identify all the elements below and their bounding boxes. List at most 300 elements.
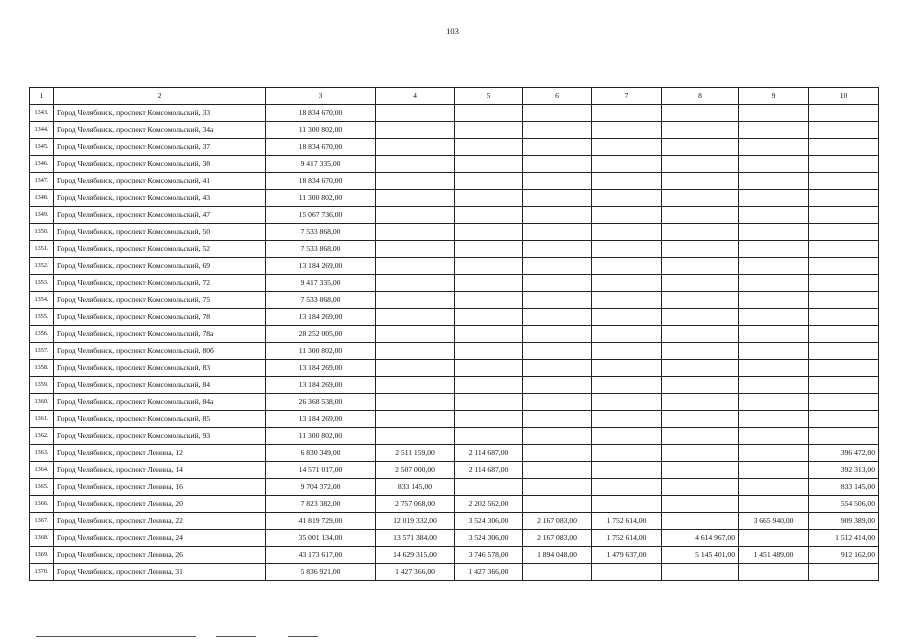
amount-cell	[523, 224, 592, 241]
amount-cell	[376, 343, 455, 360]
amount-cell	[662, 564, 739, 581]
address-cell: Город Челябинск, проспект Ленина, 24	[54, 530, 266, 547]
amount-cell	[592, 156, 662, 173]
amount-cell: 2 167 083,00	[523, 513, 592, 530]
amount-cell: 3 665 940,00	[739, 513, 809, 530]
table-row	[30, 547, 879, 564]
table-row	[30, 479, 879, 496]
address-cell: Город Челябинск, проспект Ленина, 12	[54, 445, 266, 462]
amount-cell: 35 001 134,00	[266, 530, 376, 547]
row-number: 1348.	[30, 190, 54, 207]
amount-cell	[376, 241, 455, 258]
amount-cell	[523, 309, 592, 326]
amount-cell	[376, 275, 455, 292]
footer-line	[36, 636, 196, 637]
amount-cell: 28 252 005,00	[266, 326, 376, 343]
amount-cell	[592, 326, 662, 343]
amount-cell	[809, 309, 879, 326]
table-row	[30, 139, 879, 156]
address-cell: Город Челябинск, проспект Ленина, 14	[54, 462, 266, 479]
amount-cell	[523, 207, 592, 224]
amount-cell	[592, 275, 662, 292]
footer-line	[288, 636, 318, 637]
row-number: 1357.	[30, 343, 54, 360]
amount-cell	[523, 139, 592, 156]
amount-cell	[739, 564, 809, 581]
row-number: 1343.	[30, 105, 54, 122]
amount-cell: 833 145,00	[376, 479, 455, 496]
amount-cell: 9 417 335,00	[266, 156, 376, 173]
address-cell: Город Челябинск, проспект Комсомольский, 69	[54, 258, 266, 275]
address-cell: Город Челябинск, проспект Комсомольский, 37	[54, 139, 266, 156]
amount-cell	[809, 292, 879, 309]
row-number: 1361.	[30, 411, 54, 428]
amount-cell	[662, 173, 739, 190]
amount-cell	[376, 105, 455, 122]
amount-cell	[455, 275, 523, 292]
amount-cell: 43 173 617,00	[266, 547, 376, 564]
amount-cell	[809, 105, 879, 122]
amount-cell	[455, 343, 523, 360]
amount-cell	[523, 258, 592, 275]
table-row	[30, 224, 879, 241]
amount-cell	[455, 479, 523, 496]
table-row	[30, 530, 879, 547]
amount-cell	[662, 326, 739, 343]
amount-cell	[662, 496, 739, 513]
amount-cell	[809, 377, 879, 394]
amount-cell	[592, 343, 662, 360]
address-cell: Город Челябинск, проспект Комсомольский, 50	[54, 224, 266, 241]
address-cell: Город Челябинск, проспект Комсомольский, 93	[54, 428, 266, 445]
row-number: 1356.	[30, 326, 54, 343]
amount-cell	[662, 394, 739, 411]
column-header: 9	[739, 88, 809, 105]
amount-cell	[455, 224, 523, 241]
amount-cell	[455, 292, 523, 309]
row-number: 1350.	[30, 224, 54, 241]
amount-cell: 13 571 384,00	[376, 530, 455, 547]
amount-cell: 7 823 382,00	[266, 496, 376, 513]
amount-cell: 13 184 269,00	[266, 309, 376, 326]
amount-cell	[523, 343, 592, 360]
amount-cell	[523, 411, 592, 428]
amount-cell: 13 184 269,00	[266, 360, 376, 377]
table-row	[30, 411, 879, 428]
address-cell: Город Челябинск, проспект Комсомольский, 34а	[54, 122, 266, 139]
amount-cell: 2 114 687,00	[455, 462, 523, 479]
amount-cell	[455, 428, 523, 445]
amount-cell: 909 389,00	[809, 513, 879, 530]
row-number: 1365.	[30, 479, 54, 496]
page-number: 103	[446, 26, 459, 36]
amount-cell	[592, 411, 662, 428]
amount-cell	[592, 496, 662, 513]
address-cell: Город Челябинск, проспект Комсомольский, 78	[54, 309, 266, 326]
amount-cell	[523, 241, 592, 258]
table-row	[30, 292, 879, 309]
amount-cell	[592, 258, 662, 275]
amount-cell	[662, 275, 739, 292]
amount-cell: 11 300 802,00	[266, 122, 376, 139]
amount-cell: 3 746 578,00	[455, 547, 523, 564]
row-number: 1370.	[30, 564, 54, 581]
row-number: 1344.	[30, 122, 54, 139]
amount-cell	[809, 394, 879, 411]
amount-cell: 1 512 414,00	[809, 530, 879, 547]
amount-cell	[376, 122, 455, 139]
amount-cell	[376, 428, 455, 445]
amount-cell	[739, 292, 809, 309]
amount-cell	[809, 122, 879, 139]
amount-cell	[592, 224, 662, 241]
amount-cell: 1 427 366,00	[455, 564, 523, 581]
amount-cell: 11 300 802,00	[266, 343, 376, 360]
column-header: 6	[523, 88, 592, 105]
amount-cell: 3 524 306,00	[455, 513, 523, 530]
table-row	[30, 173, 879, 190]
amount-cell	[455, 377, 523, 394]
table-row	[30, 190, 879, 207]
amount-cell	[809, 207, 879, 224]
amount-cell: 554 506,00	[809, 496, 879, 513]
amount-cell: 18 834 670,00	[266, 173, 376, 190]
amount-cell: 13 184 269,00	[266, 377, 376, 394]
amount-cell	[739, 309, 809, 326]
address-cell: Город Челябинск, проспект Комсомольский, 47	[54, 207, 266, 224]
amount-cell	[592, 292, 662, 309]
amount-cell	[523, 360, 592, 377]
row-number: 1354.	[30, 292, 54, 309]
amount-cell	[739, 326, 809, 343]
amount-cell	[739, 428, 809, 445]
address-cell: Город Челябинск, проспект Ленина, 31	[54, 564, 266, 581]
amount-cell	[455, 411, 523, 428]
address-cell: Город Челябинск, проспект Комсомольский, 84	[54, 377, 266, 394]
amount-cell	[376, 156, 455, 173]
row-number: 1362.	[30, 428, 54, 445]
amount-cell	[592, 462, 662, 479]
amount-cell	[662, 207, 739, 224]
amount-cell	[523, 326, 592, 343]
column-header: 10	[809, 88, 879, 105]
amount-cell: 5 836 921,00	[266, 564, 376, 581]
amount-cell: 7 533 868,00	[266, 224, 376, 241]
amount-cell	[739, 207, 809, 224]
table-row	[30, 377, 879, 394]
amount-cell: 12 019 332,00	[376, 513, 455, 530]
column-header: 7	[592, 88, 662, 105]
amount-cell	[376, 309, 455, 326]
amount-cell	[592, 241, 662, 258]
amount-cell	[376, 411, 455, 428]
row-number: 1359.	[30, 377, 54, 394]
amount-cell: 1 894 048,00	[523, 547, 592, 564]
table-header-row	[30, 88, 879, 105]
amount-cell	[662, 343, 739, 360]
amount-cell: 13 184 269,00	[266, 258, 376, 275]
amount-cell: 2 114 687,00	[455, 445, 523, 462]
amount-cell	[455, 190, 523, 207]
amount-cell	[809, 224, 879, 241]
amount-cell	[662, 513, 739, 530]
amount-cell	[523, 428, 592, 445]
amount-cell	[739, 241, 809, 258]
amount-cell: 11 300 802,00	[266, 190, 376, 207]
amount-cell	[376, 394, 455, 411]
amount-cell: 7 533 868,00	[266, 241, 376, 258]
table-row	[30, 428, 879, 445]
row-number: 1367.	[30, 513, 54, 530]
amount-cell	[455, 309, 523, 326]
amount-cell	[809, 241, 879, 258]
amount-cell	[376, 258, 455, 275]
address-cell: Город Челябинск, проспект Ленина, 20	[54, 496, 266, 513]
amount-cell	[662, 411, 739, 428]
amount-cell	[523, 292, 592, 309]
amount-cell	[592, 377, 662, 394]
amount-cell	[739, 258, 809, 275]
amount-cell	[592, 394, 662, 411]
amount-cell	[455, 360, 523, 377]
table-row	[30, 309, 879, 326]
table-row	[30, 496, 879, 513]
amount-cell	[376, 139, 455, 156]
amount-cell	[739, 343, 809, 360]
amount-cell	[376, 360, 455, 377]
amount-cell	[523, 275, 592, 292]
amount-cell	[739, 394, 809, 411]
amount-cell	[376, 190, 455, 207]
amount-cell	[809, 190, 879, 207]
address-cell: Город Челябинск, проспект Комсомольский, 72	[54, 275, 266, 292]
address-cell: Город Челябинск, проспект Комсомольский, 85	[54, 411, 266, 428]
amount-cell	[455, 207, 523, 224]
table-row	[30, 105, 879, 122]
amount-cell: 1 752 614,00	[592, 530, 662, 547]
amount-cell	[662, 224, 739, 241]
amount-cell: 3 524 306,00	[455, 530, 523, 547]
amount-cell	[592, 173, 662, 190]
amount-cell	[739, 530, 809, 547]
amount-cell	[376, 292, 455, 309]
row-number: 1358.	[30, 360, 54, 377]
address-cell: Город Челябинск, проспект Ленина, 26	[54, 547, 266, 564]
amount-cell	[455, 241, 523, 258]
amount-cell	[455, 394, 523, 411]
amount-cell: 2 202 562,00	[455, 496, 523, 513]
amount-cell	[662, 462, 739, 479]
table-row	[30, 156, 879, 173]
amount-cell	[739, 105, 809, 122]
amount-cell: 392 313,00	[809, 462, 879, 479]
amount-cell: 5 145 401,00	[662, 547, 739, 564]
amount-cell	[809, 139, 879, 156]
address-cell: Город Челябинск, проспект Ленина, 16	[54, 479, 266, 496]
amount-cell	[662, 479, 739, 496]
amount-cell: 9 704 372,00	[266, 479, 376, 496]
address-cell: Город Челябинск, проспект Комсомольский, 84а	[54, 394, 266, 411]
amount-cell: 4 614 967,00	[662, 530, 739, 547]
amount-cell	[809, 411, 879, 428]
table-row	[30, 360, 879, 377]
amount-cell	[523, 122, 592, 139]
amount-cell	[662, 309, 739, 326]
amount-cell	[809, 173, 879, 190]
table-row	[30, 241, 879, 258]
amount-cell	[523, 156, 592, 173]
address-cell: Город Челябинск, проспект Комсомольский, 80б	[54, 343, 266, 360]
amount-cell: 9 417 335,00	[266, 275, 376, 292]
amount-cell: 15 067 736,00	[266, 207, 376, 224]
amount-cell	[592, 564, 662, 581]
amount-cell	[739, 139, 809, 156]
row-number: 1352.	[30, 258, 54, 275]
amount-cell: 833 145,00	[809, 479, 879, 496]
row-number: 1366.	[30, 496, 54, 513]
amount-cell	[662, 122, 739, 139]
amount-cell	[455, 105, 523, 122]
table-row	[30, 462, 879, 479]
amount-cell: 1 479 637,00	[592, 547, 662, 564]
row-number: 1368.	[30, 530, 54, 547]
amount-cell: 2 511 159,00	[376, 445, 455, 462]
amount-cell	[739, 377, 809, 394]
row-number: 1360.	[30, 394, 54, 411]
amount-cell: 1 752 614,00	[592, 513, 662, 530]
amount-cell: 11 300 802,00	[266, 428, 376, 445]
amount-cell: 18 834 670,00	[266, 139, 376, 156]
row-number: 1349.	[30, 207, 54, 224]
amount-cell	[523, 496, 592, 513]
amount-cell	[809, 360, 879, 377]
amount-cell	[523, 377, 592, 394]
column-header: 5	[455, 88, 523, 105]
table-row	[30, 207, 879, 224]
amount-cell	[739, 173, 809, 190]
amount-cell	[809, 156, 879, 173]
row-number: 1369.	[30, 547, 54, 564]
column-header: 2	[54, 88, 266, 105]
amount-cell	[739, 122, 809, 139]
footer-line	[216, 636, 256, 637]
amount-cell	[455, 122, 523, 139]
amount-cell	[662, 377, 739, 394]
amount-cell	[809, 275, 879, 292]
amount-cell	[662, 428, 739, 445]
column-header: 3	[266, 88, 376, 105]
table-row	[30, 343, 879, 360]
amount-cell	[739, 496, 809, 513]
table-row	[30, 394, 879, 411]
amount-cell	[376, 377, 455, 394]
amount-cell	[662, 445, 739, 462]
amount-cell: 912 162,00	[809, 547, 879, 564]
row-number: 1355.	[30, 309, 54, 326]
amount-cell	[739, 360, 809, 377]
row-number: 1351.	[30, 241, 54, 258]
amount-cell	[592, 105, 662, 122]
table-row	[30, 326, 879, 343]
amount-cell	[739, 445, 809, 462]
amount-cell	[739, 156, 809, 173]
amount-cell	[662, 360, 739, 377]
amount-cell: 14 629 315,00	[376, 547, 455, 564]
amount-cell	[455, 326, 523, 343]
amount-cell: 1 427 366,00	[376, 564, 455, 581]
table-row	[30, 445, 879, 462]
amount-cell	[739, 275, 809, 292]
address-cell: Город Челябинск, проспект Комсомольский, 78а	[54, 326, 266, 343]
amount-cell: 2 507 000,00	[376, 462, 455, 479]
amount-cell: 14 571 017,00	[266, 462, 376, 479]
table-row	[30, 564, 879, 581]
amount-cell	[662, 292, 739, 309]
column-header: 1	[30, 88, 54, 105]
amount-cell	[809, 564, 879, 581]
row-number: 1364.	[30, 462, 54, 479]
amount-cell	[662, 241, 739, 258]
amount-cell	[455, 139, 523, 156]
amount-cell	[523, 173, 592, 190]
amount-cell: 2 167 083,00	[523, 530, 592, 547]
amount-cell: 41 819 729,00	[266, 513, 376, 530]
amount-cell	[662, 105, 739, 122]
amount-cell	[592, 360, 662, 377]
amount-cell	[455, 156, 523, 173]
amount-cell	[455, 173, 523, 190]
amount-cell	[376, 224, 455, 241]
table-row	[30, 275, 879, 292]
amount-cell	[376, 207, 455, 224]
amount-cell: 13 184 269,00	[266, 411, 376, 428]
row-number: 1353.	[30, 275, 54, 292]
address-cell: Город Челябинск, проспект Комсомольский, 83	[54, 360, 266, 377]
amount-cell	[523, 105, 592, 122]
column-header: 4	[376, 88, 455, 105]
address-cell: Город Челябинск, проспект Комсомольский, 38	[54, 156, 266, 173]
address-cell: Город Челябинск, проспект Комсомольский, 33	[54, 105, 266, 122]
address-cell: Город Челябинск, проспект Ленина, 22	[54, 513, 266, 530]
amount-cell	[592, 479, 662, 496]
amount-cell: 7 533 868,00	[266, 292, 376, 309]
address-cell: Город Челябинск, проспект Комсомольский, 75	[54, 292, 266, 309]
amount-cell: 6 830 349,00	[266, 445, 376, 462]
registry-table	[29, 87, 879, 581]
amount-cell	[523, 462, 592, 479]
address-cell: Город Челябинск, проспект Комсомольский, 43	[54, 190, 266, 207]
amount-cell: 26 368 538,00	[266, 394, 376, 411]
table-row	[30, 258, 879, 275]
amount-cell	[376, 173, 455, 190]
row-number: 1345.	[30, 139, 54, 156]
amount-cell	[739, 411, 809, 428]
amount-cell	[662, 156, 739, 173]
amount-cell: 2 757 068,00	[376, 496, 455, 513]
amount-cell	[592, 309, 662, 326]
amount-cell	[523, 190, 592, 207]
row-number: 1347.	[30, 173, 54, 190]
amount-cell	[662, 190, 739, 207]
amount-cell	[662, 258, 739, 275]
amount-cell	[523, 564, 592, 581]
address-cell: Город Челябинск, проспект Комсомольский, 41	[54, 173, 266, 190]
amount-cell	[592, 445, 662, 462]
table-row	[30, 122, 879, 139]
amount-cell	[809, 428, 879, 445]
amount-cell	[809, 258, 879, 275]
amount-cell	[523, 394, 592, 411]
